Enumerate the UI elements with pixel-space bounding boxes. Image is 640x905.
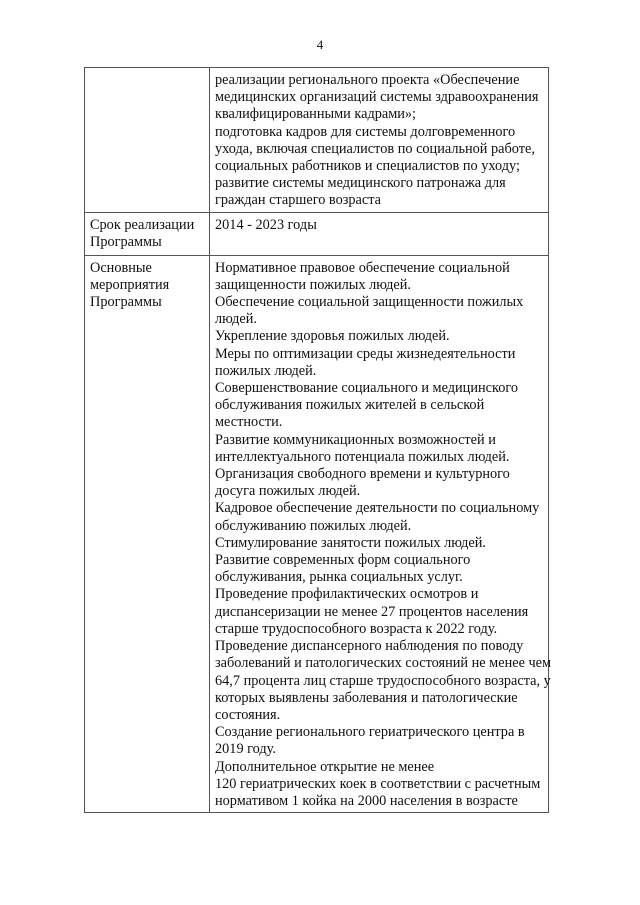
text-line: людей. (215, 311, 257, 328)
text-line: интеллектуального потенциала пожилых людей. (215, 448, 510, 465)
text-line: подготовка кадров для системы долговременного (215, 123, 516, 140)
text-line: досуга пожилых людей. (215, 483, 361, 500)
text-line: развитие системы медицинского патронажа для (215, 175, 506, 192)
label-line: мероприятия (90, 276, 170, 293)
text-line: обслуживания, рынка социальных услуг. (215, 569, 463, 586)
label-line: Основные (90, 259, 152, 276)
label-line: Программы (90, 233, 162, 250)
row-content-continuation (210, 68, 549, 213)
label-line: Срок реализации (90, 216, 195, 233)
text-line: старше трудоспособного возраста к 2022 году. (215, 620, 498, 637)
text-line: Проведение диспансерного наблюдения по поводу (215, 638, 524, 655)
text-line: Организация свободного времени и культурного (215, 466, 510, 483)
text-line: реализации регионального проекта «Обеспечение (215, 72, 520, 88)
text-line: 120 гериатрических коек в соответствии с расчетным (215, 775, 541, 792)
page-number: 4 (316, 37, 324, 52)
text-line: Совершенствование социального и медицинского (215, 380, 519, 397)
text-line: социальных работников и специалистов по уходу; (215, 158, 520, 175)
text-line: 2019 году. (215, 741, 276, 758)
row-content-term (210, 212, 549, 255)
program-table (84, 67, 552, 813)
text-line: Кадровое обеспечение деятельности по социальному (215, 500, 540, 517)
text-line: Меры по оптимизации среды жизнедеятельности (215, 345, 516, 362)
row-label-empty (85, 68, 210, 213)
table-row (85, 212, 549, 255)
text-line: Развитие современных форм социального (215, 552, 471, 569)
text-line: Нормативное правовое обеспечение социальной (215, 259, 510, 276)
text-line: которых выявлены заболевания и патологические (215, 689, 518, 706)
text-line: Создание регионального гериатрического центра в (215, 724, 525, 741)
text-line: ухода, включая специалистов по социальной работе, (215, 140, 535, 157)
table-row (85, 255, 549, 813)
text-line: Дополнительное открытие не менее (215, 758, 435, 775)
table-row (85, 68, 549, 213)
row-label-term (85, 212, 210, 255)
text-line: 2014 - 2023 годы (215, 216, 317, 233)
text-line: диспансеризации не менее 27 процентов населения (215, 603, 529, 620)
text-line: заболеваний и патологических состояний не менее чем (215, 655, 552, 672)
text-line: Развитие коммуникационных возможностей и (215, 431, 496, 448)
text-line: обслуживанию пожилых людей. (215, 517, 412, 534)
text-line: состояния. (215, 706, 281, 723)
text-line: защищенности пожилых людей. (215, 276, 412, 293)
text-line: Проведение профилактических осмотров и (215, 586, 479, 603)
text-line: нормативом 1 койка на 2000 населения в возрасте (215, 792, 518, 809)
text-line: обслуживания пожилых жителей в сельской (215, 397, 485, 414)
row-content-activities (210, 255, 552, 813)
text-line: медицинских организаций системы здравоохранения (215, 89, 539, 106)
text-line: пожилых людей. (215, 362, 317, 379)
text-line: Укрепление здоровья пожилых людей. (215, 328, 450, 345)
text-line: граждан старшего возраста (215, 192, 381, 209)
text-line: местности. (215, 414, 283, 431)
label-line: Программы (90, 294, 162, 311)
text-line: 64,7 процента лиц старше трудоспособного возраста, у (215, 672, 551, 689)
text-line: Обеспечение социальной защищенности пожилых (215, 294, 524, 311)
text-line: Стимулирование занятости пожилых людей. (215, 534, 486, 551)
row-label-activities (85, 255, 210, 813)
text-line: квалифицированными кадрами»; (215, 106, 417, 123)
